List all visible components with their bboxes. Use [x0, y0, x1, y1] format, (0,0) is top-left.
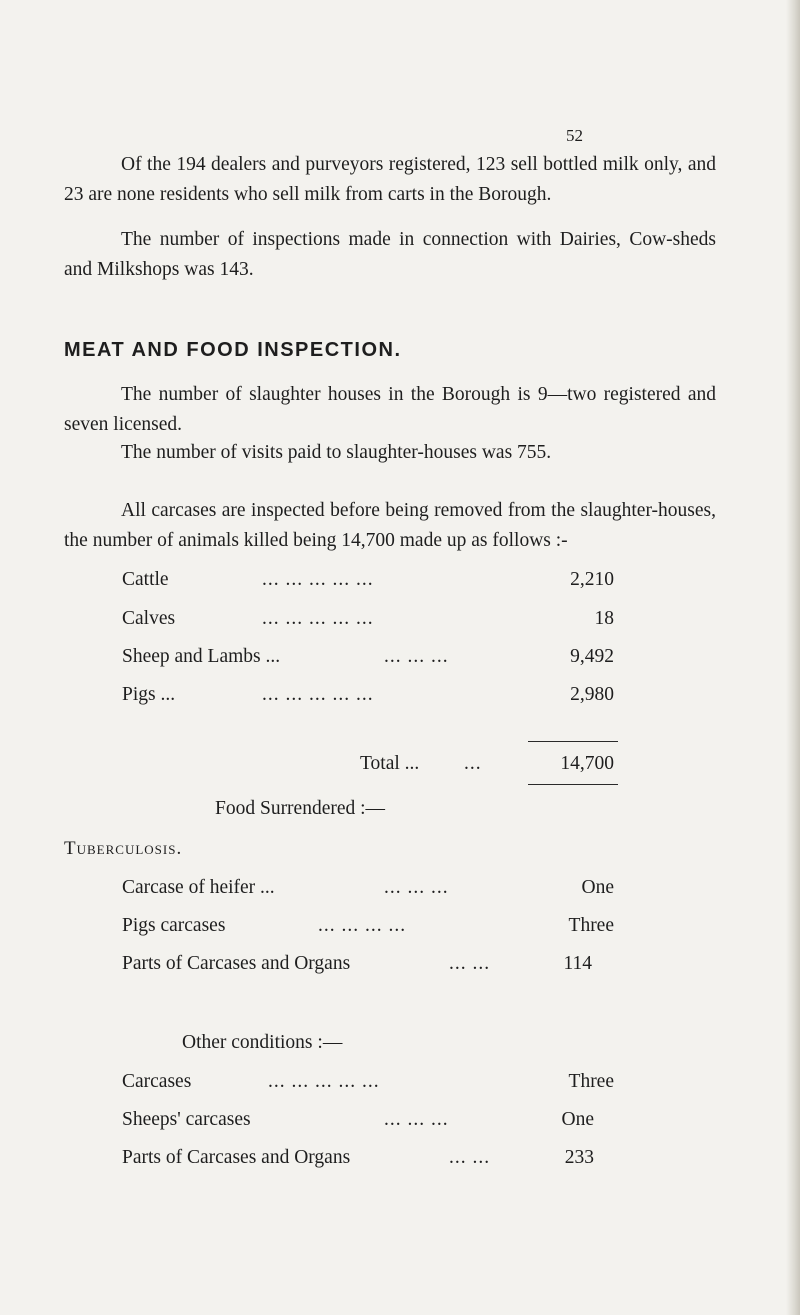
total-label: Total ... — [360, 753, 420, 774]
other-row-parts — [122, 1144, 614, 1172]
item-label: Sheeps' carcases — [122, 1109, 251, 1130]
total-bottom-rule — [528, 784, 618, 785]
animal-label: Calves — [122, 608, 176, 629]
total-value: 14,700 — [560, 753, 614, 774]
animal-count: 9,492 — [570, 646, 614, 667]
animal-label: Pigs ... — [122, 684, 176, 705]
item-label: Carcase of heifer ... — [122, 877, 275, 898]
item-count: 114 — [563, 953, 592, 974]
leader-dots: ... ... ... — [384, 877, 449, 898]
item-label: Parts of Carcases and Organs — [122, 953, 351, 974]
tb-row-heifer — [122, 874, 614, 902]
total-row — [360, 750, 614, 778]
leader-dots: ... ... — [449, 953, 491, 974]
leader-dots: ... ... — [449, 1147, 491, 1168]
other-row-sheeps — [122, 1106, 614, 1134]
leader-dots: ... ... ... — [384, 646, 449, 667]
item-count: 233 — [564, 1147, 594, 1168]
animal-label: Sheep and Lambs ... — [122, 646, 281, 667]
tuberculosis-heading — [64, 838, 182, 860]
animal-count: 2,980 — [570, 684, 614, 705]
dealers-paragraph: Of the 194 dealers and purveyors registered, 123 sell bottled milk only, and 23 are none residents who sell milk from carts in the Borough. — [64, 154, 716, 205]
animal-row-pigs — [122, 681, 614, 709]
leader-dots: ... ... ... ... ... — [262, 684, 374, 705]
animal-label: Cattle — [122, 569, 169, 590]
animal-count: 2,210 — [570, 569, 614, 590]
leader-dots: ... — [464, 753, 482, 774]
page-number: 52 — [566, 126, 583, 145]
item-count: One — [561, 1109, 594, 1130]
carcases-paragraph: All carcases are inspected before being removed from the slaughter-houses, the number of animals killed being 14,700 made up as follows :- — [64, 500, 716, 551]
leader-dots: ... ... ... — [384, 1109, 449, 1130]
tuberculosis-heading-text: Tuberculosis. — [64, 838, 183, 859]
leader-dots: ... ... ... ... ... — [268, 1071, 380, 1092]
animal-row-sheep — [122, 643, 614, 671]
item-count: Three — [568, 915, 614, 936]
other-conditions-heading: Other conditions :— — [182, 1032, 343, 1053]
item-count: One — [581, 877, 614, 898]
leader-dots: ... ... ... ... ... — [262, 608, 374, 629]
item-label: Carcases — [122, 1071, 192, 1092]
leader-dots: ... ... ... ... ... — [262, 569, 374, 590]
animal-count: 18 — [594, 608, 614, 629]
section-heading: MEAT AND FOOD INSPECTION. — [64, 339, 402, 361]
item-label: Pigs carcases — [122, 915, 226, 936]
slaughter-houses-paragraph: The number of slaughter houses in the Borough is 9—two registered and seven licensed. — [64, 384, 716, 435]
inspections-paragraph: The number of inspections made in connection with Dairies, Cow-sheds and Milkshops was 143. — [64, 229, 716, 280]
food-surrendered-heading: Food Surrendered :— — [215, 798, 386, 819]
animal-row-calves — [122, 605, 614, 633]
visits-paragraph: The number of visits paid to slaughter-houses was 755. — [121, 442, 552, 463]
animal-row-cattle — [122, 566, 614, 594]
item-label: Parts of Carcases and Organs — [122, 1147, 351, 1168]
total-top-rule — [528, 741, 618, 742]
page-edge-shadow — [786, 0, 800, 1315]
item-count: Three — [568, 1071, 614, 1092]
tb-row-parts — [122, 950, 614, 978]
other-row-carcases — [122, 1068, 614, 1096]
tb-row-pigs — [122, 912, 614, 940]
leader-dots: ... ... ... ... — [318, 915, 407, 936]
